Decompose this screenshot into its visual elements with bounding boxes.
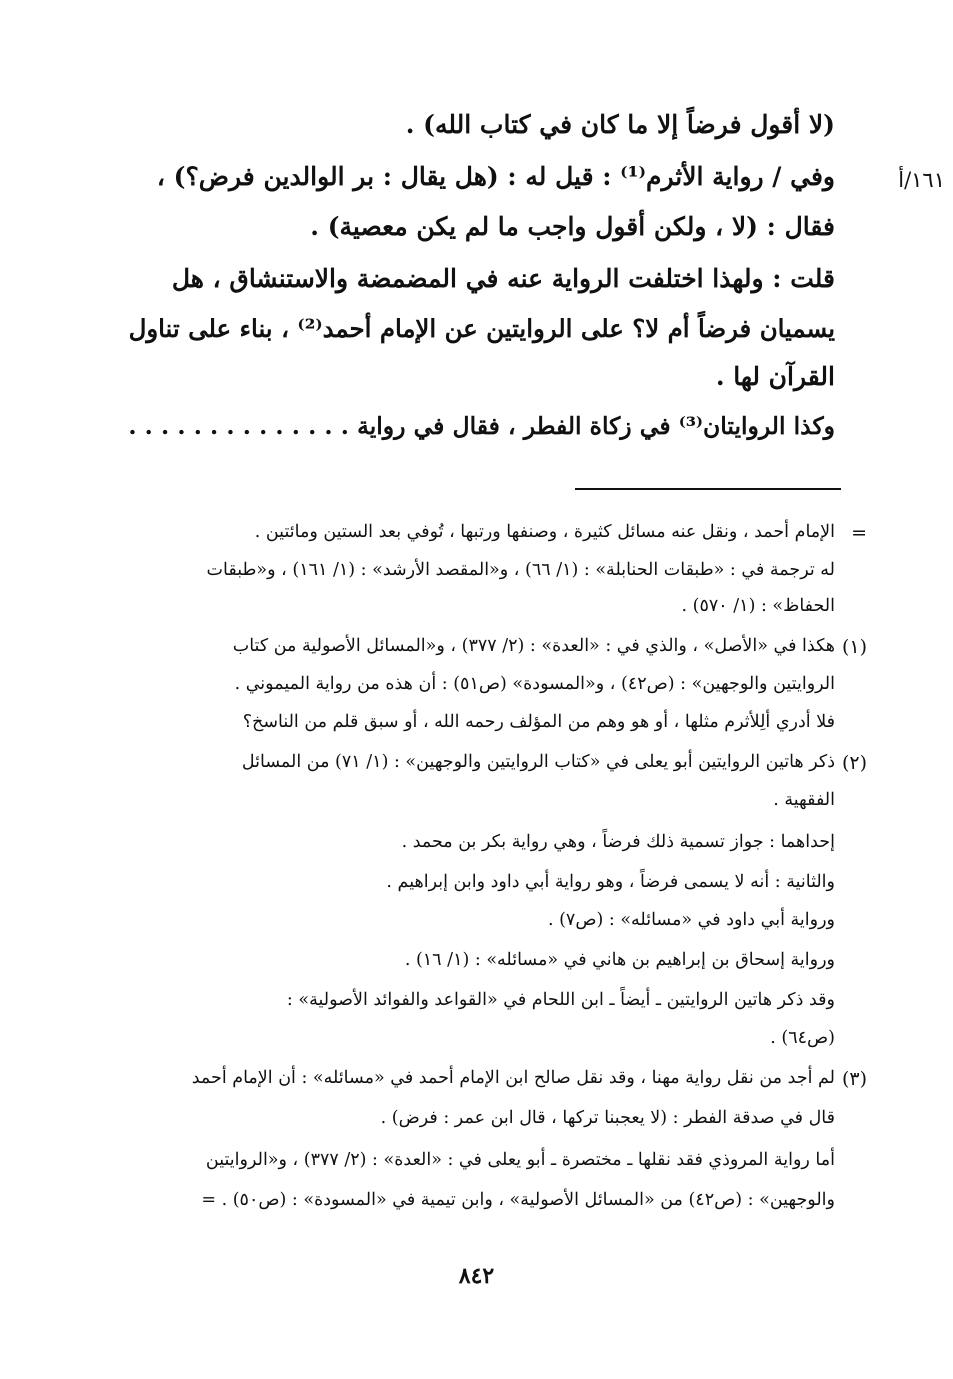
footnote-line: له ترجمة في : «طبقات الحنابلة» : (١/ ٦٦) ، و«المقصد الأرشد» : (١/ ١٦١) ، و«طبقات xyxy=(206,560,835,580)
footnote-number: (١) xyxy=(841,636,867,658)
manuscript-folio-ref: ١٦١/أ xyxy=(898,168,945,192)
footnote-line: ورواية أبي داود في «مسائله» : (ص٧) . xyxy=(547,910,835,930)
main-text-line: القرآن لها . xyxy=(715,362,835,391)
footnote-line: فلا أدري ألِلأثرم مثلها ، أو هو وهم من المؤلف رحمه الله ، أو سبق قلم من الناسخ؟ xyxy=(242,712,835,732)
footnote-line: والوجهين» : (ص٤٢) من «المسائل الأصولية» ، وابن تيمية في «المسودة» : (ص٥٠) . = xyxy=(201,1190,835,1210)
main-text-line: قلت : ولهذا اختلفت الرواية عنه في المضمضة والاستنشاق ، هل xyxy=(171,264,835,293)
main-text-line: يسميان فرضاً أم لا؟ على الروايتين عن الإمام أحمد⁽²⁾ ، بناء على تناول xyxy=(128,314,835,343)
footnote-continuation-marker: = xyxy=(851,522,867,544)
footnote-line: الفقهية . xyxy=(773,790,835,810)
footnote-line: إحداهما : جواز تسمية ذلك فرضاً ، وهي رواية بكر بن محمد . xyxy=(401,832,835,852)
footnote-line: لم أجد من نقل رواية مهنا ، وقد نقل صالح ابن الإمام أحمد في «مسائله» : أن الإمام أحمد xyxy=(191,1068,835,1088)
page-number: ٨٤٢ xyxy=(458,1263,495,1289)
main-text-line: وكذا الروايتان⁽³⁾ في زكاة الفطر ، فقال في رواية . . . . . . . . . . . . . . xyxy=(128,412,835,440)
footnote-number: (٣) xyxy=(841,1068,867,1090)
footnote-line: (ص٦٤) . xyxy=(770,1028,835,1048)
footnote-line: ذكر هاتين الروايتين أبو يعلى في «كتاب الروايتين والوجهين» : (١/ ٧١) من المسائل xyxy=(241,752,835,772)
footnote-separator xyxy=(575,488,841,490)
footnote-line: أما رواية المروذي فقد نقلها ـ مختصرة ـ أبو يعلى في : «العدة» : (٢/ ٣٧٧) ، و«الروايتين xyxy=(205,1150,835,1170)
main-text-line: وفي / رواية الأثرم⁽¹⁾ : قيل له : (هل يقال : بر الوالدين فرض؟) ، xyxy=(156,162,835,191)
footnote-line: والثانية : أنه لا يسمى فرضاً ، وهو رواية أبي داود وابن إبراهيم . xyxy=(386,872,835,892)
footnote-line: ورواية إسحاق بن إبراهيم بن هاني في «مسائله» : (١/ ١٦) . xyxy=(404,950,835,970)
footnote-line: الحفاظ» : (١/ ٥٧٠) . xyxy=(681,596,835,616)
footnote-line: الروايتين والوجهين» : (ص٤٢) ، و«المسودة» (ص٥١) : أن هذه من رواية الميموني . xyxy=(234,674,835,694)
footnote-line: وقد ذكر هاتين الروايتين ـ أيضاً ـ ابن اللحام في «القواعد والفوائد الأصولية» : xyxy=(286,990,835,1010)
footnote-line: قال في صدقة الفطر : (لا يعجبنا تركها ، قال ابن عمر : فرض) . xyxy=(380,1108,835,1128)
footnote-line: هكذا في «الأصل» ، والذي في : «العدة» : (٢/ ٣٧٧) ، و«المسائل الأصولية من كتاب xyxy=(232,636,835,656)
footnote-number: (٢) xyxy=(841,752,867,774)
main-text-line: (لا أقول فرضاً إلا ما كان في كتاب الله) . xyxy=(405,110,835,139)
footnote-line: الإمام أحمد ، ونقل عنه مسائل كثيرة ، وصنفها ورتبها ، تُوفي بعد الستين ومائتين . xyxy=(254,522,835,542)
main-text-line: فقال : (لا ، ولكن أقول واجب ما لم يكن معصية) . xyxy=(310,212,835,241)
